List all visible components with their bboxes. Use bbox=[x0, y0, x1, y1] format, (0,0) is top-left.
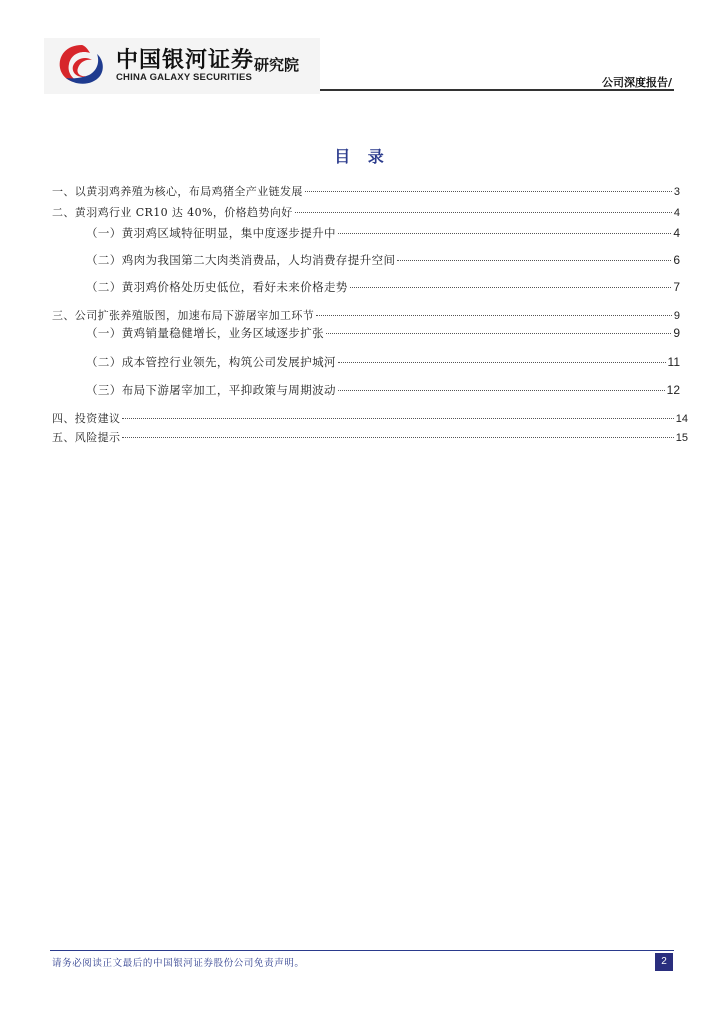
toc-subentry[interactable] bbox=[86, 355, 680, 369]
toc-dot-leader bbox=[305, 191, 672, 192]
footer-divider bbox=[50, 950, 674, 951]
toc-entry-page: 4 bbox=[673, 226, 680, 240]
toc-subentry[interactable] bbox=[86, 226, 680, 240]
toc-title: 目 录 bbox=[334, 147, 390, 166]
toc-dot-leader bbox=[338, 390, 665, 391]
toc-entry-text: 二、黄羽鸡行业 CR10 达 40%，价格趋势向好 bbox=[52, 206, 293, 219]
page-number: 2 bbox=[655, 953, 673, 971]
toc-subentry[interactable] bbox=[86, 280, 680, 294]
toc-entry-page: 9 bbox=[673, 326, 680, 340]
logo-chinese-name: 中国银河证券 bbox=[116, 48, 255, 73]
toc-entry[interactable] bbox=[52, 412, 688, 426]
toc-entry-page: 6 bbox=[673, 253, 680, 267]
toc-entry-page: 4 bbox=[673, 207, 680, 219]
toc-subentry[interactable] bbox=[86, 253, 680, 267]
toc-entry-text: （一）黄鸡销量稳健增长，业务区域逐步扩张 bbox=[86, 326, 324, 340]
toc-entry[interactable] bbox=[52, 431, 688, 445]
logo-institute-label: 研究院 bbox=[254, 56, 300, 74]
toc-entry-text: （三）布局下游屠宰加工，平抑政策与周期波动 bbox=[86, 383, 336, 397]
toc-entry-page: 11 bbox=[667, 355, 680, 369]
toc-entry-text: （一）黄羽鸡区域特征明显，集中度逐步提升中 bbox=[86, 226, 336, 240]
toc-entry-page: 14 bbox=[675, 413, 688, 425]
footer-disclaimer: 请务必阅读正文最后的中国银河证券股份公司免责声明。 bbox=[52, 958, 305, 969]
toc-entry-page: 7 bbox=[673, 280, 680, 294]
toc-dot-leader bbox=[338, 362, 666, 363]
toc-entry-text: 五、风险提示 bbox=[52, 431, 121, 444]
toc-entry-text: 三、公司扩张养殖版图，加速布局下游屠宰加工环节 bbox=[52, 309, 315, 322]
toc-entry[interactable] bbox=[52, 185, 680, 199]
toc-entry-page: 9 bbox=[673, 310, 680, 322]
toc-entry-text: 一、以黄羽鸡养殖为核心，布局鸡猪全产业链发展 bbox=[52, 185, 303, 198]
toc-dot-leader bbox=[316, 315, 672, 316]
toc-entry-page: 3 bbox=[673, 186, 680, 198]
toc-dot-leader bbox=[397, 260, 671, 261]
toc-dot-leader bbox=[295, 212, 672, 213]
toc-dot-leader bbox=[338, 233, 671, 234]
toc-entry-page: 15 bbox=[675, 432, 688, 444]
toc-entry[interactable] bbox=[52, 309, 680, 323]
toc-entry-text: （二）成本管控行业领先，构筑公司发展护城河 bbox=[86, 355, 336, 369]
toc-entry-page: 12 bbox=[666, 383, 680, 397]
toc-entry-text: 四、投资建议 bbox=[52, 412, 121, 425]
toc-subentry[interactable] bbox=[86, 326, 680, 340]
toc-entry-text: （二）黄羽鸡价格处历史低位，看好未来价格走势 bbox=[86, 280, 348, 294]
toc-dot-leader bbox=[326, 333, 671, 334]
toc-entry-text: （二）鸡肉为我国第二大肉类消费品，人均消费存提升空间 bbox=[86, 253, 396, 267]
toc-entry[interactable] bbox=[52, 206, 680, 220]
toc-subentry[interactable] bbox=[86, 383, 680, 397]
logo-english-name: CHINA GALAXY SECURITIES bbox=[116, 72, 253, 83]
report-type-label: 公司深度报告/ bbox=[601, 76, 672, 89]
toc-dot-leader bbox=[122, 418, 673, 419]
toc-dot-leader bbox=[122, 437, 673, 438]
toc-dot-leader bbox=[350, 287, 672, 288]
